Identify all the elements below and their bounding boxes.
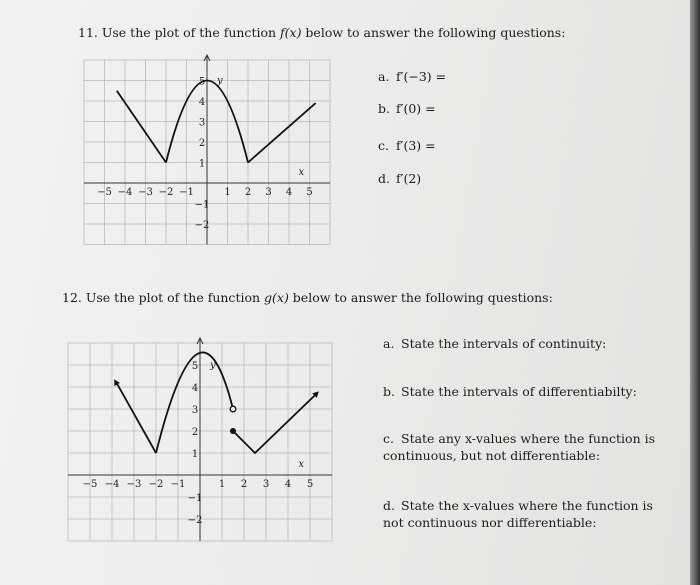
question-label: a. [383, 336, 395, 351]
x-tick-label: 4 [285, 187, 293, 198]
y-tick-label: 3 [198, 117, 206, 129]
f-left-segment [117, 91, 166, 163]
g-left-segment [116, 383, 156, 453]
y-tick-label: 4 [191, 383, 199, 394]
problem-12-function-name: g(x) [264, 290, 289, 305]
x-tick-label: 2 [244, 187, 252, 198]
question-label: b. [383, 384, 395, 399]
g-right-segment [233, 394, 317, 453]
x-axis-label: x [298, 167, 305, 178]
question-text: State the intervals of differentiabilty: [401, 384, 637, 399]
x-tick-label: −1 [179, 187, 194, 198]
page-edge [690, 0, 700, 585]
g-open-dot [230, 406, 236, 412]
function-g-graph [78, 335, 343, 545]
x-tick-label: −5 [97, 187, 112, 198]
problem-11-title-suffix: below to answer the following questions: [301, 25, 566, 40]
question-text: f′(3) = [396, 138, 436, 153]
question-label: c. [378, 138, 389, 153]
question-label: b. [378, 101, 390, 116]
question-text: f′(0) = [396, 101, 436, 116]
y-tick-label: 2 [191, 427, 199, 438]
problem-12-title [62, 290, 553, 305]
x-tick-label: 5 [306, 479, 314, 490]
y-tick-label: −2 [187, 515, 203, 526]
x-tick-label: −3 [126, 479, 142, 490]
problem-11-question-d [378, 170, 421, 187]
y-axis-label: y [217, 75, 223, 87]
g-closed-dot [230, 428, 236, 434]
x-tick-label: −4 [117, 187, 133, 198]
problem-12-question-c [383, 430, 673, 464]
x-tick-label: 2 [240, 479, 248, 490]
problem-12-question-a [383, 335, 606, 352]
x-tick-label: −4 [104, 479, 120, 490]
problem-12-question-b [383, 383, 637, 400]
y-tick-label: −1 [187, 493, 203, 504]
question-text: State the x-values where the function is not continuous nor differentiable: [383, 498, 653, 530]
problem-11-title [78, 25, 565, 40]
question-label: d. [383, 498, 395, 513]
problem-12-title-prefix: 12. Use the plot of the function [62, 290, 265, 305]
x-tick-label: 1 [224, 187, 231, 198]
y-tick-label: 1 [198, 158, 206, 170]
problem-11-question-c [378, 137, 436, 154]
x-axis-label: x [298, 459, 305, 470]
problem-11-function-name: f(x) [280, 25, 302, 40]
f-right-segment [248, 103, 316, 162]
y-tick-label: 2 [198, 138, 206, 149]
y-tick-label: 5 [191, 361, 199, 372]
problem-11-title-prefix: 11. Use the plot of the function [78, 25, 281, 40]
x-tick-label: 4 [284, 479, 292, 490]
question-label: a. [378, 69, 390, 84]
x-tick-label: 3 [265, 187, 272, 198]
question-text: f′(−3) = [396, 69, 447, 84]
x-tick-label: 1 [218, 479, 226, 490]
x-tick-label: 5 [306, 187, 313, 198]
y-tick-label: 5 [198, 76, 206, 88]
question-label: d. [378, 171, 390, 186]
problem-12-question-d [383, 497, 673, 531]
x-tick-label: −2 [158, 187, 174, 198]
question-text: State any x-values where the function is continuous, but not differentiable: [383, 431, 656, 463]
y-tick-label: −2 [194, 220, 210, 231]
function-f-graph [90, 58, 340, 238]
x-tick-label: −3 [138, 187, 153, 198]
problem-11-question-a [378, 68, 446, 85]
question-text: f′(2) [396, 171, 422, 186]
y-axis-label: y [210, 360, 216, 371]
question-label: c. [383, 431, 394, 446]
x-tick-label: −5 [82, 479, 98, 490]
x-tick-label: −1 [170, 479, 186, 490]
y-tick-label: −1 [194, 199, 210, 211]
x-tick-label: −2 [148, 479, 164, 490]
y-tick-label: 1 [191, 449, 199, 460]
question-text: State the intervals of continuity: [401, 336, 607, 351]
y-tick-label: 3 [191, 405, 199, 416]
problem-11-question-b [378, 100, 436, 117]
x-tick-label: 3 [262, 479, 270, 490]
problem-12-title-suffix: below to answer the following questions: [288, 290, 553, 305]
y-tick-label: 4 [198, 97, 206, 108]
